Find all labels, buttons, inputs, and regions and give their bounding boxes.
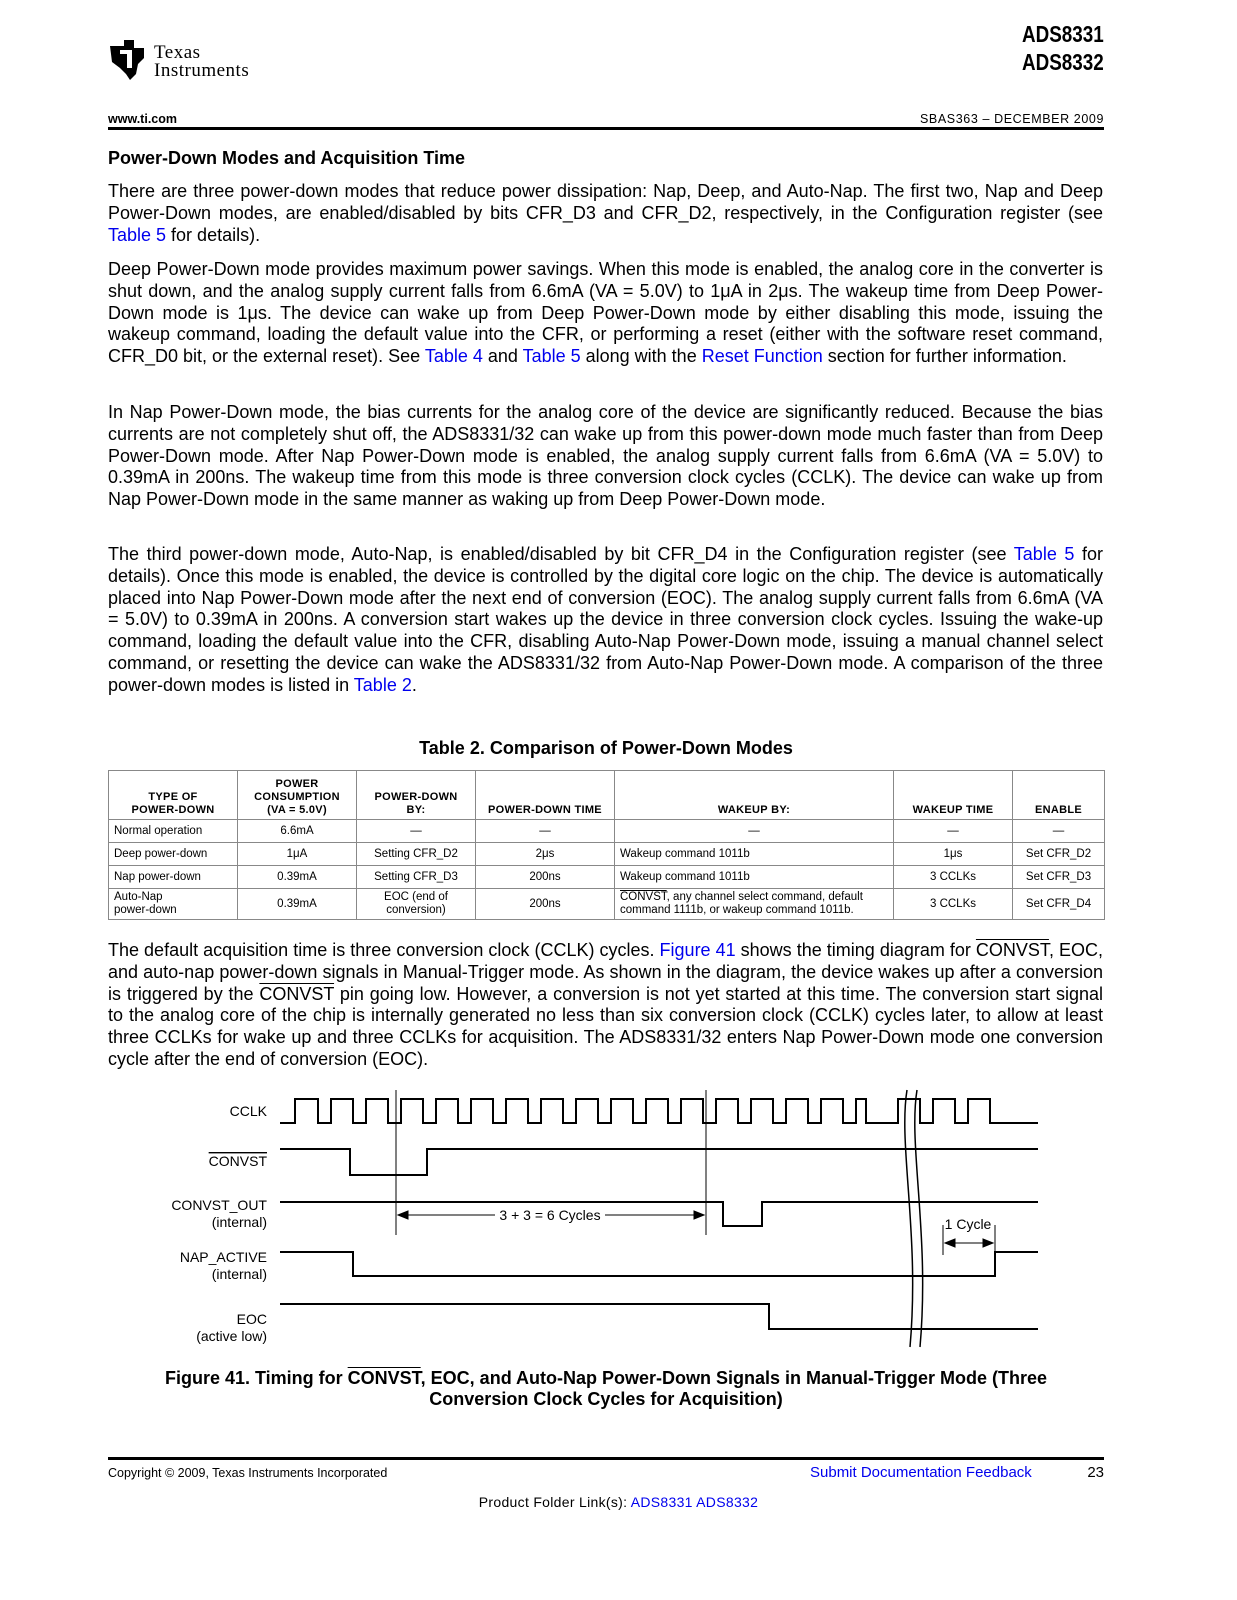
nap-active-waveform [280, 1252, 1038, 1276]
label-active-low: (active low) [196, 1328, 267, 1344]
cell-wtime: 3 CCLKs [894, 866, 1013, 889]
paragraph-5 [108, 940, 1103, 1071]
figcap-convst: CONVST [347, 1368, 421, 1388]
link-table-5b[interactable]: Table 5 [522, 346, 581, 367]
annotation-one-cycle: 1 Cycle [944, 1216, 992, 1232]
feedback-link[interactable]: Submit Documentation Feedback [810, 1464, 1032, 1481]
cell-time: — [476, 820, 615, 843]
cell-time: 200ns [476, 866, 615, 889]
table-row [109, 843, 1105, 866]
cell-by: EOC (end of conversion) [357, 889, 476, 920]
label-nap-active: NAP_ACTIVE [179, 1249, 267, 1265]
cell-type: Deep power-down [109, 843, 238, 866]
doc-number: SBAS363 – DECEMBER 2009 [919, 112, 1104, 126]
cell-wtime: — [894, 820, 1013, 843]
copyright: Copyright © 2009, Texas Instruments Incorporated [108, 1466, 388, 1480]
col-type: TYPE OF POWER-DOWN [109, 771, 238, 820]
col-power: POWER CONSUMPTION (VA = 5.0V) [238, 771, 357, 820]
eoc-waveform [280, 1304, 1038, 1329]
table-row [109, 820, 1105, 843]
p1-text-b: for details). [166, 224, 261, 245]
p5-convst-2: CONVST [259, 983, 335, 1004]
cell-enable: — [1013, 820, 1105, 843]
cell-type: Normal operation [109, 820, 238, 843]
cell-by: — [357, 820, 476, 843]
cell-by: Setting CFR_D3 [357, 866, 476, 889]
label-internal-1: (internal) [211, 1214, 267, 1230]
doc-title-2: ADS8332 [1022, 49, 1104, 75]
link-table-4[interactable]: Table 4 [424, 346, 483, 367]
product-link-ads8332[interactable]: ADS8332 [696, 1494, 759, 1510]
cell-time: 2μs [476, 843, 615, 866]
convst-waveform [280, 1149, 1038, 1175]
link-table-2[interactable]: Table 2 [353, 674, 412, 695]
figcap-c: Conversion Clock Cycles for Acquisition) [429, 1389, 783, 1409]
cell-wake: CONVST, any channel select command, default command 1111b, or wakeup command 1011b. [615, 889, 894, 920]
cell-enable: Set CFR_D4 [1013, 889, 1105, 920]
link-figure-41[interactable]: Figure 41 [659, 940, 736, 960]
p5-text-b: shows the timing diagram for [735, 940, 976, 960]
p1-text-a: There are three power-down modes that reduce power dissipation: Nap, Deep, and Auto-Nap. The first two, Nap and Deep Power-Down modes, are enabled/disabled by bits CFR_D3 and CFR_D2, respectively, in the Configuration register (see [108, 181, 1103, 223]
cell-wake: Wakeup command 1011b [615, 866, 894, 889]
paragraph-1 [108, 181, 1103, 246]
p5-text-a: The default acquisition time is three conversion clock (CCLK) cycles. [108, 940, 660, 960]
footer-rule [108, 1457, 1104, 1460]
cell-enable: Set CFR_D3 [1013, 866, 1105, 889]
p5-convst: CONVST [975, 940, 1049, 960]
p2-text-c: section for further information. [822, 346, 1067, 367]
timing-diagram [150, 1085, 1050, 1355]
p4-text-c: . [411, 674, 417, 695]
col-enable: ENABLE [1013, 771, 1105, 820]
time-break-mark [905, 1090, 923, 1347]
col-by: POWER-DOWN BY: [357, 771, 476, 820]
cell-power: 1μA [238, 843, 357, 866]
paragraph-4 [108, 544, 1103, 697]
p4-text-b: for details). Once this mode is enabled, the device is controlled by the digital core logic on the chip. The device is automatically placed into Nap Power-Down mode after the next end of conversion (EOC). The analog supply current falls from 6.6mA (VA = 5.0V) to 0.39mA in 200ns. A conversion start wakes up the device in three conversion clock cycles. Issuing the wake-up command, loading the default value into the CFR, disabling Auto-Nap Power-Down mode, issuing a manual channel select command, or resetting the device can wake the ADS8331/32 from Auto-Nap Power-Down mode. A comparison of the three power-down modes is listed in [108, 544, 1104, 695]
label-eoc: EOC [236, 1311, 267, 1327]
ti-logo-icon [108, 38, 148, 82]
table-caption: Table 2. Comparison of Power-Down Modes [419, 738, 793, 758]
figcap-b: , EOC, and Auto-Nap Power-Down Signals in Manual-Trigger Mode (Three [420, 1368, 1048, 1388]
label-internal-2: (internal) [211, 1266, 267, 1282]
power-down-table [108, 770, 1105, 920]
table-header-row [109, 771, 1105, 820]
cell-type: Auto-Nap power-down [109, 889, 238, 920]
label-convst-out: CONVST_OUT [171, 1197, 267, 1213]
link-table-5[interactable]: Table 5 [108, 224, 167, 245]
page-number: 23 [1087, 1464, 1104, 1481]
cell-power: 6.6mA [238, 820, 357, 843]
header-rule [108, 127, 1104, 130]
cclk-waveform [280, 1099, 1038, 1123]
p2-text-and: and [482, 346, 523, 367]
cell-wtime: 3 CCLKs [894, 889, 1013, 920]
paragraph-2 [108, 259, 1103, 368]
document-title [1022, 20, 1104, 76]
cell-wtime: 1μs [894, 843, 1013, 866]
product-label: Product Folder Link(s): [478, 1494, 631, 1510]
table-row [109, 866, 1105, 889]
brand-line-1: Texas [154, 42, 201, 63]
figcap-a: Figure 41. Timing for [164, 1368, 348, 1388]
col-time: POWER-DOWN TIME [476, 771, 615, 820]
brand-line-2: Instruments [154, 60, 250, 81]
col-wake: WAKEUP BY: [615, 771, 894, 820]
p2-text-b: along with the [580, 346, 702, 367]
p2-text-a: Deep Power-Down mode provides maximum power savings. When this mode is enabled, the analog core in the converter is shut down, and the analog supply current falls from 6.6mA (VA = 5.0V) to 1μA in 2μs. The wakeup time from Deep Power-Down mode is 1μs. The device can wake up from Deep Power-Down mode by either disabling this mode, issuing the wakeup command, loading the default value into the CFR, or performing a reset (either with the software reset command, CFR_D0 bit, or the external reset). See [108, 259, 1103, 367]
section-title: Power-Down Modes and Acquisition Time [108, 148, 466, 168]
label-convst: CONVST [208, 1153, 267, 1169]
cell-power: 0.39mA [238, 889, 357, 920]
cell-wake: Wakeup command 1011b [615, 843, 894, 866]
cell-enable: Set CFR_D2 [1013, 843, 1105, 866]
link-reset-function[interactable]: Reset Function [701, 346, 823, 367]
ti-logo [108, 38, 308, 86]
table-row [109, 889, 1105, 920]
figure-caption [108, 1368, 1104, 1410]
p4-text-a: The third power-down mode, Auto-Nap, is enabled/disabled by bit CFR_D4 in the Configuration register (see [108, 544, 1014, 564]
cell-by: Setting CFR_D2 [357, 843, 476, 866]
col-wtime: WAKEUP TIME [894, 771, 1013, 820]
link-table-5c[interactable]: Table 5 [1013, 544, 1075, 564]
cell-wake: — [615, 820, 894, 843]
p5-text-c: , EOC, and auto-nap power-down signals in Manual-Trigger mode. As shown in the diagram, the device wakes up after a conversion is triggered by the [108, 940, 1103, 1004]
product-link-ads8331[interactable]: ADS8331 [630, 1494, 693, 1510]
annotation-six-cycles: 3 + 3 = 6 Cycles [499, 1207, 601, 1223]
product-folder-links [0, 1494, 1237, 1510]
cell-power: 0.39mA [238, 866, 357, 889]
convst-out-waveform [280, 1202, 1038, 1226]
label-cclk: CCLK [229, 1103, 267, 1119]
doc-title-1: ADS8331 [1022, 21, 1104, 47]
cell-type: Nap power-down [109, 866, 238, 889]
site-url[interactable]: www.ti.com [108, 112, 177, 126]
cell-time: 200ns [476, 889, 615, 920]
paragraph-3: In Nap Power-Down mode, the bias currents for the analog core of the device are significantly reduced. Because the bias currents are not completely shut off, the ADS8331/32 can wake up from this power-down mode much faster than from Deep Power-Down mode. After Nap Power-Down mode is enabled, the analog supply current falls from 6.6mA (VA = 5.0V) to 0.39mA in 200ns. The wakeup time from this mode is three conversion clock cycles (CCLK). The device can wake up from Nap Power-Down mode in the same manner as waking up from Deep Power-Down mode. [108, 402, 1103, 510]
p5-text-d: pin going low. However, a conversion is not yet started at this time. The conversion start signal to the analog core of the chip is internally generated no less than six conversion clock (CCLK) cycles later, to allow at least three CCLKs for wake up and three CCLKs for acquisition. The ADS8331/32 enters Nap Power-Down mode one conversion cycle after the end of conversion (EOC). [108, 983, 1103, 1069]
